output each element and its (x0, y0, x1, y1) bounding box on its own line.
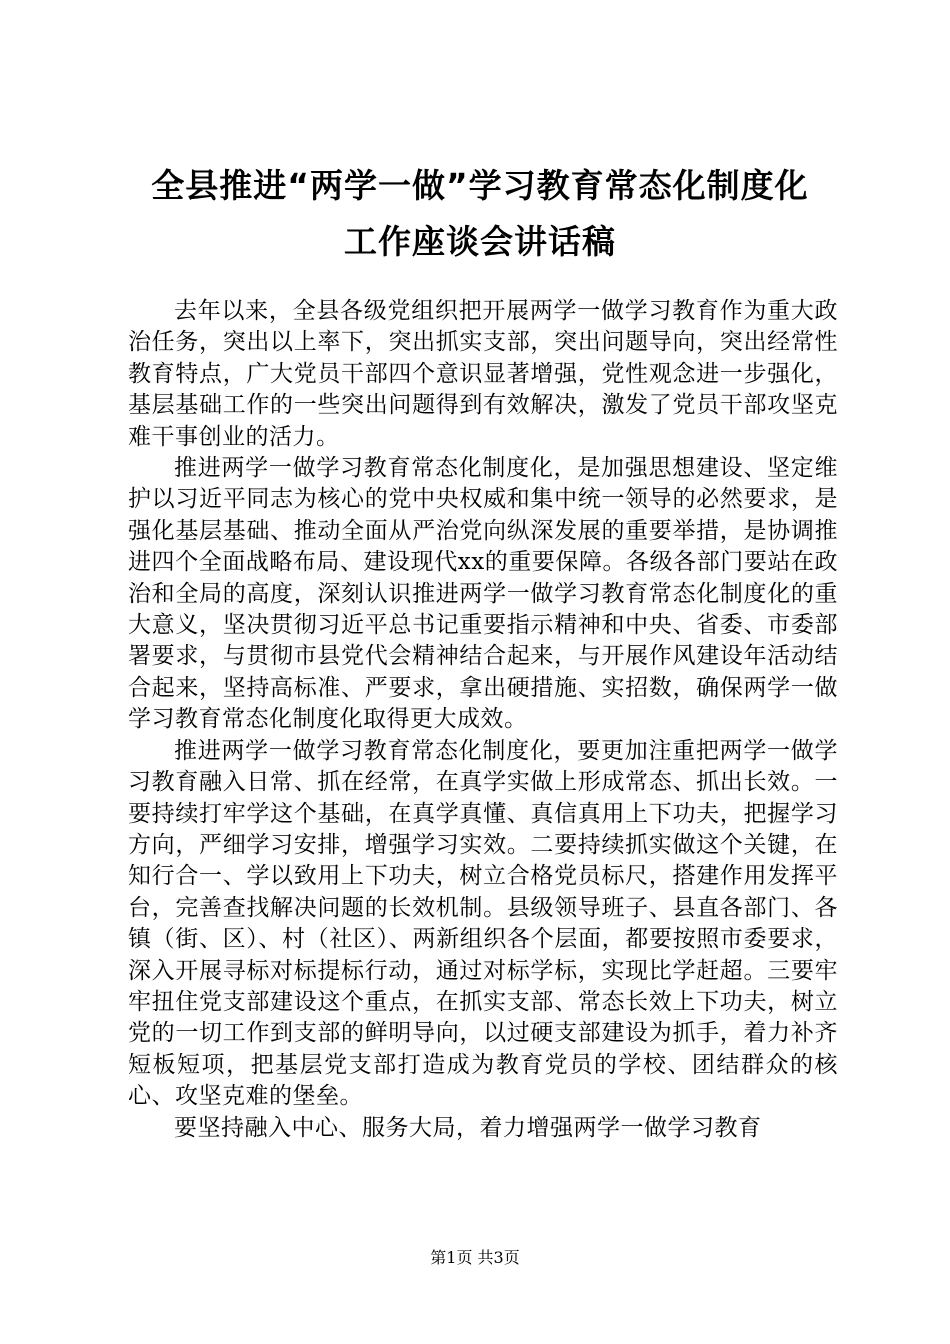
body-paragraph-3: 推进两学一做学习教育常态化制度化，要更加注重把两学一做学习教育融入日常、抓在经常，在真学实做上形成常态、抓出长效。一要持续打牢学这个基础，在真学真懂、真信真用上下功夫，把握学习方向，严细学习安排，增强学习实效。二要持续抓实做这个关键，在知行合一、学以致用上下功夫，树立合格党员标尺，搭建作用发挥平台，完善查找解决问题的长效机制。县级领导班子、县直各部门、各镇（街、区）、村（社区）、两新组织各个层面，都要按照市委要求，深入开展寻标对标提标行动，通过对标学标，实现比学赶超。三要牢牢扭住党支部建设这个重点，在抓实支部、常态长效上下功夫，树立党的一切工作到支部的鲜明导向，以过硬支部建设为抓手，着力补齐短板短项，把基层党支部打造成为教育党员的学校、团结群众的核心、攻坚克难的堡垒。 (128, 737, 838, 1110)
body-paragraph-1: 去年以来，全县各级党组织把开展两学一做学习教育作为重大政治任务，突出以上率下，突出抓实支部，突出问题导向，突出经常性教育特点，广大党员干部四个意识显著增强，党性观念进一步强化，基层基础工作的一些突出问题得到有效解决，激发了党员干部攻坚克难干事创业的活力。 (128, 298, 838, 450)
document-title-line-1: 全县推进“两学一做”学习教育常态化制度化 (151, 166, 809, 205)
body-paragraph-2: 推进两学一做学习教育常态化制度化，是加强思想建设、坚定维护以习近平同志为核心的党中央权威和集中统一领导的必然要求，是强化基层基础、推动全面从严治党向纵深发展的重要举措，是协调推进四个全面战略布局、建设现代xx的重要保障。各级各部门要站在政治和全局的高度，深刻认识推进两学一做学习教育常态化制度化的重大意义，坚决贯彻习近平总书记重要指示精神和中央、省委、市委部署要求，与贯彻市县党代会精神结合起来，与开展作风建设年活动结合起来，坚持高标准、严要求，拿出硬措施、实招数，确保两学一做学习教育常态化制度化取得更大成效。 (128, 455, 838, 733)
document-title-line-2: 工作座谈会讲话稿 (344, 222, 616, 261)
page-footer: 第1页 共3页 (430, 1248, 520, 1267)
body-paragraph-4: 要坚持融入中心、服务大局，着力增强两学一做学习教育 (174, 1114, 762, 1141)
document-body (128, 296, 838, 1144)
